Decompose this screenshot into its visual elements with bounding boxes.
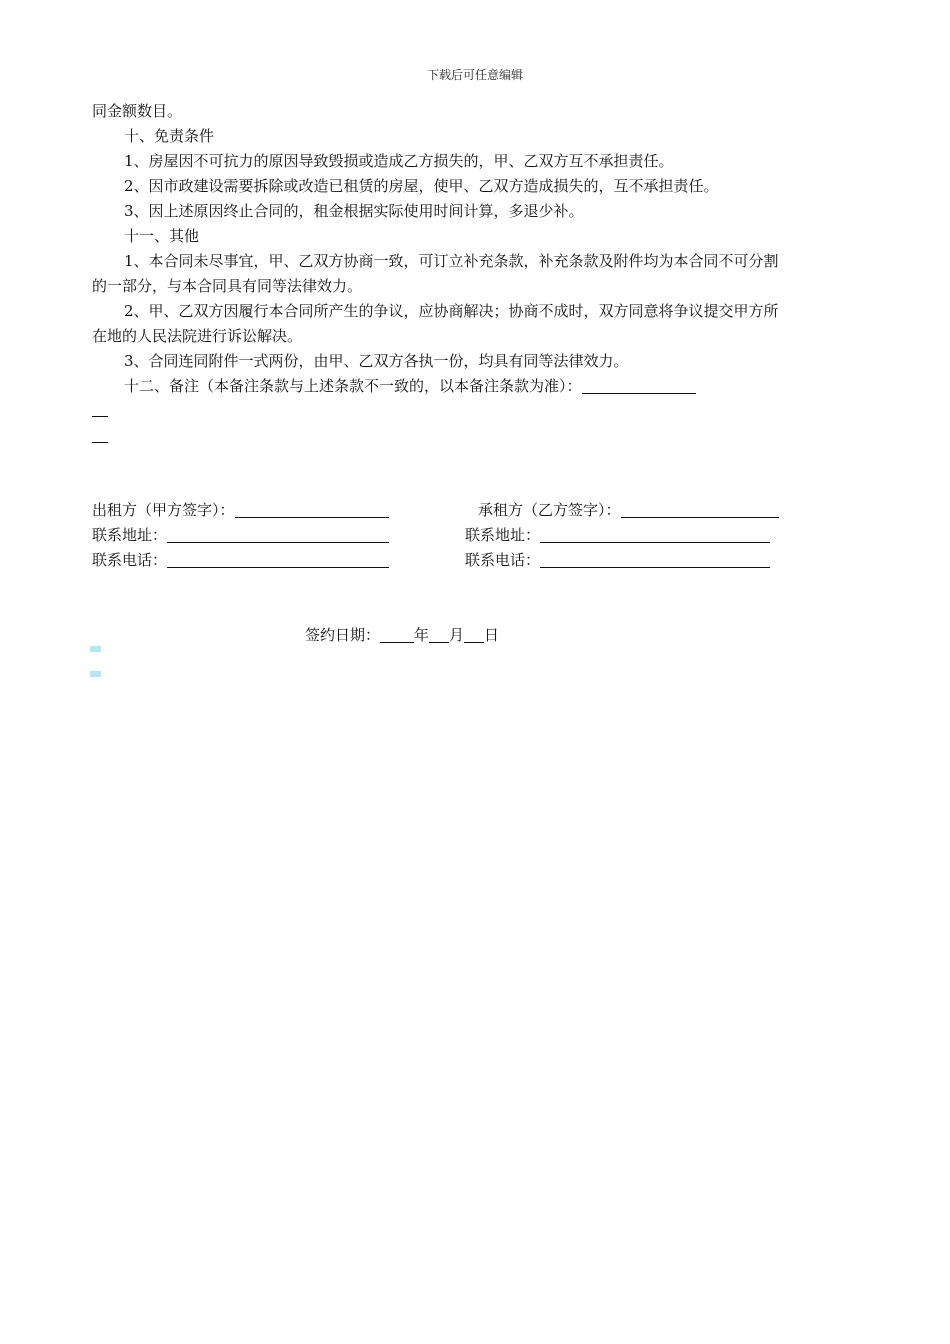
- lessor-signature-row: [92, 500, 389, 520]
- lessor-phone-row: [92, 550, 389, 570]
- lessee-phone-blank[interactable]: [540, 551, 770, 568]
- lessee-signature-row: [478, 500, 779, 520]
- year-label: 年: [414, 626, 430, 644]
- paragraph-continuation: 同金额数目。: [92, 102, 183, 120]
- lessee-address-row: [465, 525, 770, 545]
- clause-11-1-line1: 1、本合同未尽事宜，甲、乙双方协商一致，可订立补充条款，补充条款及附件均为本合同不可分割: [124, 252, 779, 270]
- lessee-address-blank[interactable]: [540, 526, 770, 543]
- lessor-address-blank[interactable]: [167, 526, 389, 543]
- clause-10-2: 2、因市政建设需要拆除或改造已租赁的房屋，使甲、乙双方造成损失的，互不承担责任。: [124, 177, 719, 195]
- lessee-address-label: 联系地址：: [465, 526, 541, 544]
- clause-10-3: 3、因上述原因终止合同的，租金根据实际使用时间计算，多退少补。: [124, 202, 584, 220]
- day-label: 日: [484, 626, 500, 644]
- month-label: 月: [449, 626, 465, 644]
- section-12-remarks: [124, 376, 696, 396]
- clause-11-2-line2: 在地的人民法院进行诉讼解决。: [92, 327, 303, 345]
- section-10-title: 十、免责条件: [124, 127, 215, 145]
- year-blank[interactable]: [380, 626, 414, 643]
- highlight-marker: [90, 646, 101, 652]
- signing-date-label: 签约日期：: [305, 626, 381, 644]
- day-blank[interactable]: [464, 626, 484, 643]
- lessor-label: 出租方（甲方签字）：: [92, 501, 235, 519]
- lessor-phone-label: 联系电话：: [92, 551, 168, 569]
- lessor-address-row: [92, 525, 389, 545]
- clause-11-1-line2: 的一部分，与本合同具有同等法律效力。: [92, 277, 363, 295]
- lessee-signature-blank[interactable]: [621, 501, 779, 518]
- signing-date-row: [305, 625, 499, 645]
- remarks-label: 十二、备注（本备注条款与上述条款不一致的，以本备注条款为准）：: [124, 377, 582, 395]
- lessee-phone-row: [465, 550, 770, 570]
- remarks-continuation-line-1: [92, 416, 108, 417]
- lessor-phone-blank[interactable]: [167, 551, 389, 568]
- lessee-label: 承租方（乙方签字）：: [478, 501, 621, 519]
- lessor-signature-blank[interactable]: [235, 501, 389, 518]
- lessor-address-label: 联系地址：: [92, 526, 168, 544]
- lessee-phone-label: 联系电话：: [465, 551, 541, 569]
- highlight-marker: [90, 671, 101, 677]
- month-blank[interactable]: [429, 626, 449, 643]
- clause-11-2-line1: 2、甲、乙双方因履行本合同所产生的争议，应协商解决；协商不成时，双方同意将争议提交甲方所: [124, 302, 779, 320]
- remarks-blank[interactable]: [582, 377, 696, 394]
- section-11-title: 十一、其他: [124, 227, 200, 245]
- clause-10-1: 1、房屋因不可抗力的原因导致毁损或造成乙方损失的，甲、乙双方互不承担责任。: [124, 152, 674, 170]
- clause-11-3: 3、合同连同附件一式两份，由甲、乙双方各执一份，均具有同等法律效力。: [124, 352, 629, 370]
- page-header-note: 下载后可任意编辑: [426, 68, 523, 82]
- remarks-continuation-line-2: [92, 442, 108, 443]
